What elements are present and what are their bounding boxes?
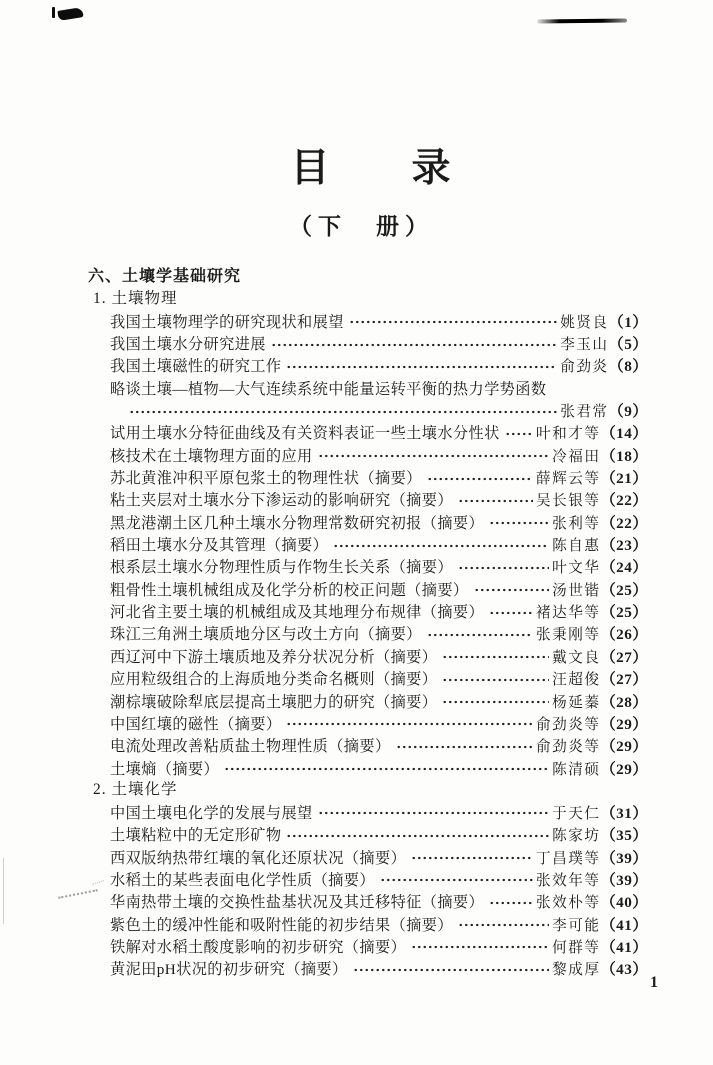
entry-author: 戴文良 xyxy=(552,649,601,666)
entry-title: 略谈土壤—植物—大气连续系统中能量运转平衡的热力学势函数 xyxy=(110,380,547,398)
dotted-leader xyxy=(285,355,557,377)
dotted-leader xyxy=(488,600,533,622)
entry-title: 河北省主要土壤的机械组成及其地理分布规律（摘要） xyxy=(110,604,485,622)
entry-title: 中国土壤电化学的发展与展望 xyxy=(110,804,313,822)
entry-author: 陈清硕 xyxy=(552,761,601,778)
entry-page-number: （5） xyxy=(608,336,648,354)
entry-author: 姚贤良 xyxy=(560,314,609,331)
entry-title: 珠江三角洲土壤质地分区与改土方向（摘要） xyxy=(110,626,422,644)
entry-author: 何群等 xyxy=(552,939,601,956)
dotted-leader xyxy=(348,310,557,332)
entry-author: 汤世锴 xyxy=(552,582,601,599)
entry-author-page xyxy=(552,646,648,667)
entry-title: 电流处理改善粘质盐土物理性质（摘要） xyxy=(110,738,391,756)
entry-page-number: （22） xyxy=(600,492,648,510)
entry-author: 李玉山 xyxy=(560,337,609,354)
entry-author-page xyxy=(552,758,648,779)
entry-title: 核技术在土壤物理方面的应用 xyxy=(110,447,313,465)
dotted-leader xyxy=(223,757,549,779)
entry-title: 根系层土壤水分物理性质与作物生长关系（摘要） xyxy=(110,559,453,577)
dotted-leader xyxy=(457,556,549,578)
entry-author-page xyxy=(536,847,648,868)
entry-author-page xyxy=(552,668,648,689)
entry-author: 叶文华 xyxy=(552,560,601,577)
entry-author: 张效朴等 xyxy=(536,895,601,912)
entry-title: 西双版纳热带红壤的氧化还原状况（摘要） xyxy=(110,849,407,867)
entry-page-number: （18） xyxy=(600,447,648,465)
entry-author: 杨延蓁 xyxy=(552,694,601,711)
dotted-leader xyxy=(332,533,549,555)
dotted-leader xyxy=(426,623,533,645)
ink-mark-icon xyxy=(52,7,55,18)
entry-page-number: （23） xyxy=(600,537,648,555)
dotted-leader xyxy=(410,935,549,957)
volume-label: （下 册） xyxy=(289,214,434,239)
entry-author: 陈家坊 xyxy=(552,828,601,845)
dotted-leader xyxy=(285,712,533,734)
subsection-heading: 1. 土壤物理 xyxy=(93,290,178,307)
entry-author: 陈自惠 xyxy=(552,538,601,555)
entry-page-number: （24） xyxy=(600,559,648,577)
entry-author: 张利等 xyxy=(552,515,601,532)
entry-author: 黎成厚 xyxy=(552,962,601,979)
entry-author-page xyxy=(536,623,648,644)
entry-title: 土壤熵（摘要） xyxy=(110,760,220,778)
entry-author-page xyxy=(552,802,648,823)
dotted-leader xyxy=(426,466,533,488)
entry-author-page xyxy=(552,445,648,466)
entry-page-number: （29） xyxy=(600,715,648,733)
toc-entry xyxy=(88,556,648,578)
toc-entry xyxy=(88,645,648,667)
toc-entry xyxy=(88,332,648,354)
entry-author-page xyxy=(552,691,648,712)
dotted-leader xyxy=(457,913,549,935)
entry-author-page xyxy=(560,400,648,421)
toc-entry xyxy=(88,690,648,712)
toc-entry xyxy=(88,444,648,466)
entry-title: 应用粒级组合的上海质地分类命名概则（摘要） xyxy=(110,671,438,689)
entry-page-number: （35） xyxy=(600,827,648,845)
entry-author-page xyxy=(536,713,648,734)
scan-smear-icon xyxy=(537,19,627,24)
dotted-leader xyxy=(285,824,549,846)
toc-entry xyxy=(88,824,648,846)
entry-page-number: （14） xyxy=(600,425,648,443)
page-title-char: 录 xyxy=(411,147,451,190)
entry-title: 中国红壤的磁性（摘要） xyxy=(110,715,282,733)
entry-author: 张秉刚等 xyxy=(536,627,601,644)
entry-author-page xyxy=(552,824,648,845)
entry-title: 黑龙港潮土区几种土壤水分物理常数研究初报（摘要） xyxy=(110,514,485,532)
entry-author: 褚达华等 xyxy=(536,605,601,622)
entry-page-number: （41） xyxy=(600,916,648,934)
entry-page-number: （1） xyxy=(608,313,648,331)
entry-title: 我国土壤水分研究进展 xyxy=(110,336,266,354)
toc-entry xyxy=(88,712,648,734)
entry-author-page xyxy=(552,512,648,533)
entry-author-page xyxy=(536,735,648,756)
entry-page-number: （29） xyxy=(600,738,648,756)
entry-author-page xyxy=(536,422,648,443)
entry-author: 俞劲炎等 xyxy=(536,739,601,756)
dotted-leader xyxy=(457,489,533,511)
entry-author: 俞劲炎 xyxy=(560,359,609,376)
toc-entry xyxy=(88,600,648,622)
entry-author-page xyxy=(536,489,648,510)
entry-author: 张效年等 xyxy=(536,872,601,889)
entry-author: 叶和才等 xyxy=(536,426,601,443)
entry-author: 丁昌璞等 xyxy=(536,850,601,867)
entry-title: 潮棕壤破除犁底层提高土壤肥力的研究（摘要） xyxy=(110,693,438,711)
toc-body xyxy=(88,288,648,980)
dotted-leader xyxy=(488,511,549,533)
page-title-char: 目 xyxy=(290,147,330,190)
entry-title: 水稻土的某些表面电化学性质（摘要） xyxy=(110,871,375,889)
toc-entry xyxy=(88,578,648,600)
subsection-heading: 2. 土壤化学 xyxy=(93,781,178,799)
toc-entry xyxy=(88,310,648,332)
entry-page-number: （28） xyxy=(600,693,648,711)
entry-author: 张君常 xyxy=(560,404,609,421)
entry-author-page xyxy=(552,556,648,577)
entry-title: 西辽河中下游土壤质地及养分状况分析（摘要） xyxy=(110,648,438,666)
dotted-leader xyxy=(441,690,549,712)
toc-entry xyxy=(88,891,648,913)
entry-page-number: （25） xyxy=(600,604,648,622)
entry-author-page xyxy=(536,891,648,912)
entry-page-number: （27） xyxy=(600,648,648,666)
entry-page-number: （26） xyxy=(600,626,648,644)
entry-author-page xyxy=(536,869,648,890)
page-title xyxy=(14,137,713,193)
entry-page-number: （43） xyxy=(600,961,648,979)
entry-author: 薛辉云等 xyxy=(536,471,601,488)
entry-author-page xyxy=(536,467,648,488)
entry-page-number: （31） xyxy=(600,804,648,822)
toc-entry xyxy=(88,511,648,533)
page-number: 1 xyxy=(650,974,658,991)
entry-page-number: （8） xyxy=(608,358,648,376)
dotted-leader xyxy=(270,332,557,354)
scan-edge-line xyxy=(3,858,4,924)
entry-page-number: （21） xyxy=(600,470,648,488)
entry-author: 汪超俊 xyxy=(552,672,601,689)
entry-title: 粗骨性土壤机械组成及化学分析的校正问题（摘要） xyxy=(110,581,469,599)
toc-entry xyxy=(88,668,648,690)
toc-entry xyxy=(88,913,648,935)
dotted-leader xyxy=(317,801,550,823)
toc-entry xyxy=(88,935,648,957)
toc-entry xyxy=(88,377,648,399)
toc-entry xyxy=(88,868,648,890)
entry-page-number: （40） xyxy=(600,894,648,912)
ink-blot-icon xyxy=(57,7,83,21)
entry-author: 冷福田 xyxy=(552,448,601,465)
entry-title: 紫色土的缓冲性能和吸附性能的初步结果（摘要） xyxy=(110,916,453,934)
toc-entry xyxy=(88,846,648,868)
dotted-leader xyxy=(395,735,533,757)
entry-author-page xyxy=(552,936,648,957)
entry-title: 华南热带土壤的交换性盐基状况及其迁移特征（摘要） xyxy=(110,894,485,912)
entry-title: 土壤粘粒中的无定形矿物 xyxy=(110,827,282,845)
dotted-leader xyxy=(352,958,550,980)
entry-author-page xyxy=(552,914,648,935)
entry-author: 李可能 xyxy=(552,917,601,934)
entry-title: 苏北黄淮冲积平原包浆土的物理性状（摘要） xyxy=(110,470,422,488)
dotted-leader xyxy=(504,422,533,444)
toc-entry xyxy=(88,735,648,757)
toc-entry xyxy=(88,533,648,555)
toc-entry xyxy=(88,466,648,488)
toc-entry xyxy=(88,623,648,645)
entry-title: 粘土夹层对土壤水分下渗运动的影响研究（摘要） xyxy=(110,492,453,510)
dotted-leader xyxy=(410,846,533,868)
dotted-leader xyxy=(441,668,549,690)
entry-author-page xyxy=(552,958,648,979)
entry-author-page xyxy=(560,333,648,354)
entry-author: 俞劲炎等 xyxy=(536,716,601,733)
entry-page-number: （25） xyxy=(600,581,648,599)
entry-page-number: （41） xyxy=(600,938,648,956)
toc-entry xyxy=(88,958,648,980)
toc-entry-continuation xyxy=(88,399,648,421)
toc-entry xyxy=(88,355,648,377)
dotted-leader xyxy=(488,891,533,913)
entry-author: 于天仁 xyxy=(552,805,601,822)
entry-author: 吴长银等 xyxy=(536,493,601,510)
entry-title: 稻田土壤水分及其管理（摘要） xyxy=(110,537,329,555)
entry-title: 黄泥田pH状况的初步研究（摘要） xyxy=(110,961,348,979)
entry-page-number: （9） xyxy=(608,403,648,421)
section-heading: 六、土壤学基础研究 xyxy=(88,268,242,285)
entry-author-page xyxy=(560,311,648,332)
dotted-leader xyxy=(441,645,549,667)
dotted-leader xyxy=(128,399,557,421)
entry-author-page xyxy=(552,534,648,555)
entry-page-number: （27） xyxy=(600,671,648,689)
entry-title: 试用土壤水分特征曲线及有关资料表证一些土壤水分性状 xyxy=(110,425,500,443)
toc-entry xyxy=(88,422,648,444)
toc-entry xyxy=(88,489,648,511)
entry-page-number: （22） xyxy=(600,514,648,532)
entry-author-page xyxy=(536,601,648,622)
toc-entry xyxy=(88,801,648,823)
entry-author-page xyxy=(552,579,648,600)
entry-page-number: （39） xyxy=(600,871,648,889)
dotted-leader xyxy=(473,578,550,600)
dotted-leader xyxy=(379,868,533,890)
toc-entry xyxy=(88,757,648,779)
entry-title: 我国土壤物理学的研究现状和展望 xyxy=(110,313,344,331)
entry-page-number: （29） xyxy=(600,760,648,778)
entry-page-number: （39） xyxy=(600,849,648,867)
entry-author-page xyxy=(560,355,648,376)
entry-title: 铁解对水稻土酸度影响的初步研究（摘要） xyxy=(110,938,407,956)
table-of-contents xyxy=(88,265,648,980)
entry-title: 我国土壤磁性的研究工作 xyxy=(110,358,282,376)
dotted-leader xyxy=(317,444,550,466)
